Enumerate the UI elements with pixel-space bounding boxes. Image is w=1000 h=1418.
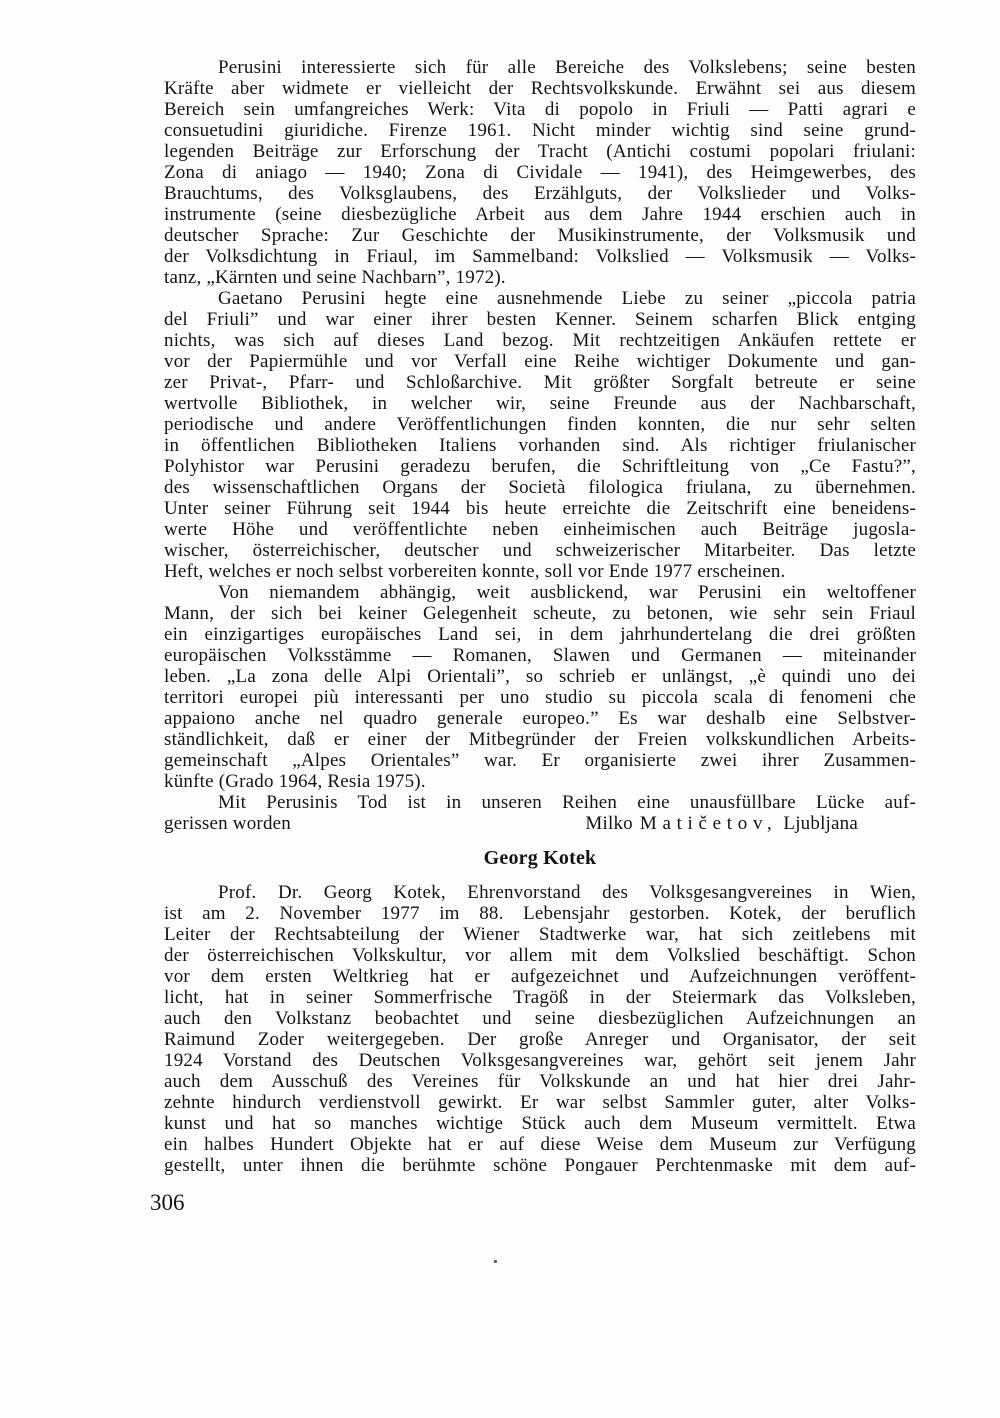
- text-line: Perusini interessierte sich für alle Bereiche des Volkslebens; seine besten: [218, 57, 916, 78]
- closing-text: gerissen worden: [164, 813, 291, 834]
- page-number: 306: [150, 1190, 185, 1215]
- paragraph-5: [164, 882, 916, 1176]
- text-line: legenden Beiträge zur Erforschung der Tracht (Antichi costumi popolari friulani:: [164, 141, 916, 162]
- text-line: vor der Papiermühle und vor Verfall eine Reihe wichtiger Dokumente und gan-: [164, 351, 916, 372]
- text-line: der österreichischen Volkskultur, vor allem mit dem Volkslied beschäftigt. Schon: [164, 945, 916, 966]
- signature-last-name: Matičetov,: [639, 813, 778, 834]
- text-line: Mit Perusinis Tod ist in unseren Reihen eine unausfüllbare Lücke auf-: [218, 792, 916, 813]
- text-line: 1924 Vorstand des Deutschen Volksgesangvereines war, gehört seit jenem Jahr: [164, 1050, 916, 1071]
- perusini-obituary: [164, 57, 916, 834]
- text-line: in öffentlichen Bibliotheken Italiens vorhanden sind. Als richtiger friulanischer: [164, 435, 916, 456]
- text-line: Leiter der Rechtsabteilung der Wiener Stadtwerke war, hat sich zeitlebens mit: [164, 924, 916, 945]
- kotek-obituary: [164, 848, 916, 1176]
- text-line: del Friuli” und war einer ihrer besten Kenner. Seinem scharfen Blick entging: [164, 309, 916, 330]
- text-line: Prof. Dr. Georg Kotek, Ehrenvorstand des Volksgesangvereines in Wien,: [218, 882, 916, 903]
- text-line: zehnte hindurch verdienstvoll gewirkt. Er war selbst Sammler guter, alter Volks-: [164, 1092, 916, 1113]
- text-line: zer Privat-, Pfarr- und Schloßarchive. Mit größter Sorgfalt betreute er seine: [164, 372, 916, 393]
- paragraph-2: [164, 288, 916, 582]
- text-line: tanz, „Kärnten und seine Nachbarn”, 1972).: [164, 267, 506, 288]
- text-line: auch dem Ausschuß des Vereines für Volkskunde an und hat hier drei Jahr-: [164, 1071, 916, 1092]
- text-line: ein halbes Hundert Objekte hat er auf diese Weise dem Museum zur Verfügung: [164, 1134, 916, 1155]
- text-line: ein einzigartiges europäisches Land sei, in dem jahrhundertelang die drei größten: [164, 624, 916, 645]
- text-line: gestellt, unter ihnen die berühmte schöne Pongauer Perchtenmaske mit dem auf-: [164, 1155, 916, 1176]
- text-line: Mann, der sich bei keiner Gelegenheit scheute, zu betonen, wie sehr sein Friaul: [164, 603, 916, 624]
- text-line: instrumente (seine diesbezügliche Arbeit aus dem Jahre 1944 erschien auch in: [164, 204, 916, 225]
- text-line: künfte (Grado 1964, Resia 1975).: [164, 771, 426, 792]
- text-line: leben. „La zona delle Alpi Orientali”, so schrieb er unlängst, „è quindi uno dei: [164, 666, 916, 687]
- text-line: territori europei più interessanti per uno studio su piccola scala di fenomeni che: [164, 687, 916, 708]
- signature-first-name: Milko: [585, 813, 633, 834]
- text-line: Von niemandem abhängig, weit ausblickend, war Perusini ein weltoffener: [218, 582, 916, 603]
- text-line: gemeinschaft „Alpes Orientales” war. Er organisierte zwei ihrer Zusammen-: [164, 750, 916, 771]
- text-line: des wissenschaftlichen Organs der Società filologica friulana, zu übernehmen.: [164, 477, 916, 498]
- paragraph-1: [164, 57, 916, 288]
- text-line: consuetudini giuridiche. Firenze 1961. Nicht minder wichtig sind seine grund-: [164, 120, 916, 141]
- text-line: der Volksdichtung in Friaul, im Sammelband: Volkslied — Volksmusik — Volks-: [164, 246, 916, 267]
- text-line: deutscher Sprache: Zur Geschichte der Musikinstrumente, der Volksmusik und: [164, 225, 916, 246]
- text-line: Unter seiner Führung seit 1944 bis heute erreichte die Zeitschrift eine beneidens-: [164, 498, 916, 519]
- text-line: Bereich sein umfangreiches Werk: Vita di popolo in Friuli — Patti agrari e: [164, 99, 916, 120]
- text-line: europäischen Volksstämme — Romanen, Slawen und Germanen — miteinander: [164, 645, 916, 666]
- text-column: [164, 57, 916, 1176]
- text-line: Heft, welches er noch selbst vorbereiten konnte, soll vor Ende 1977 erscheinen.: [164, 561, 786, 582]
- text-line: appaiono anche nel quadro generale europeo.” Es war deshalb eine Selbstver-: [164, 708, 916, 729]
- text-line: wertvolle Bibliothek, in welcher wir, seine Freunde aus der Nachbarschaft,: [164, 393, 916, 414]
- text-line: Polyhistor war Perusini geradezu berufen, die Schriftleitung von „Ce Fastu?”,: [164, 456, 916, 477]
- text-line: auch den Volkstanz beobachtet und seine diesbezüglichen Aufzeichnungen an: [164, 1008, 916, 1029]
- text-line: Raimund Zoder weitergegeben. Der große Anreger und Organisator, der seit: [164, 1029, 916, 1050]
- text-line: periodische und andere Veröffentlichungen finden konnten, die nur sehr selten: [164, 414, 916, 435]
- text-line: Brauchtums, des Volksglaubens, des Erzählguts, der Volkslieder und Volks-: [164, 183, 916, 204]
- text-line: ständlichkeit, daß er einer der Mitbegründer der Freien volkskundlichen Arbeits-: [164, 729, 916, 750]
- kotek-heading: Georg Kotek: [483, 847, 597, 869]
- text-line: Kräfte aber widmete er vielleicht der Rechtsvolkskunde. Erwähnt sei aus diesem: [164, 78, 916, 99]
- text-line: nichts, was sich auf dieses Land bezog. Mit rechtzeitigen Ankäufen rettete er: [164, 330, 916, 351]
- text-line: licht, hat in seiner Sommerfrische Tragöß in der Steiermark das Volksleben,: [164, 987, 916, 1008]
- text-line: ist am 2. November 1977 im 88. Lebensjahr gestorben. Kotek, der beruflich: [164, 903, 916, 924]
- text-line: vor dem ersten Weltkrieg hat er aufgezeichnet und Aufzeichnungen veröffent-: [164, 966, 916, 987]
- text-line: werte Höhe und veröffentlichte neben einheimischen auch Beiträge jugosla-: [164, 519, 916, 540]
- text-line: kunst und hat so manches wichtige Stück auch dem Museum vermittelt. Etwa: [164, 1113, 916, 1134]
- text-line: Gaetano Perusini hegte eine ausnehmende Liebe zu seiner „piccola patria: [218, 288, 916, 309]
- text-line: Zona di aniago — 1940; Zona di Cividale — 1941), des Heimgewerbes, des: [164, 162, 916, 183]
- scan-speck: [494, 1260, 497, 1263]
- signature-line: [164, 813, 916, 834]
- text-line: wischer, österreichischer, deutscher und schweizerischer Mitarbeiter. Das letzte: [164, 540, 916, 561]
- paragraph-4: [164, 792, 916, 813]
- author-signature: [585, 813, 916, 834]
- signature-place: Ljubljana: [783, 813, 858, 834]
- paragraph-3: [164, 582, 916, 792]
